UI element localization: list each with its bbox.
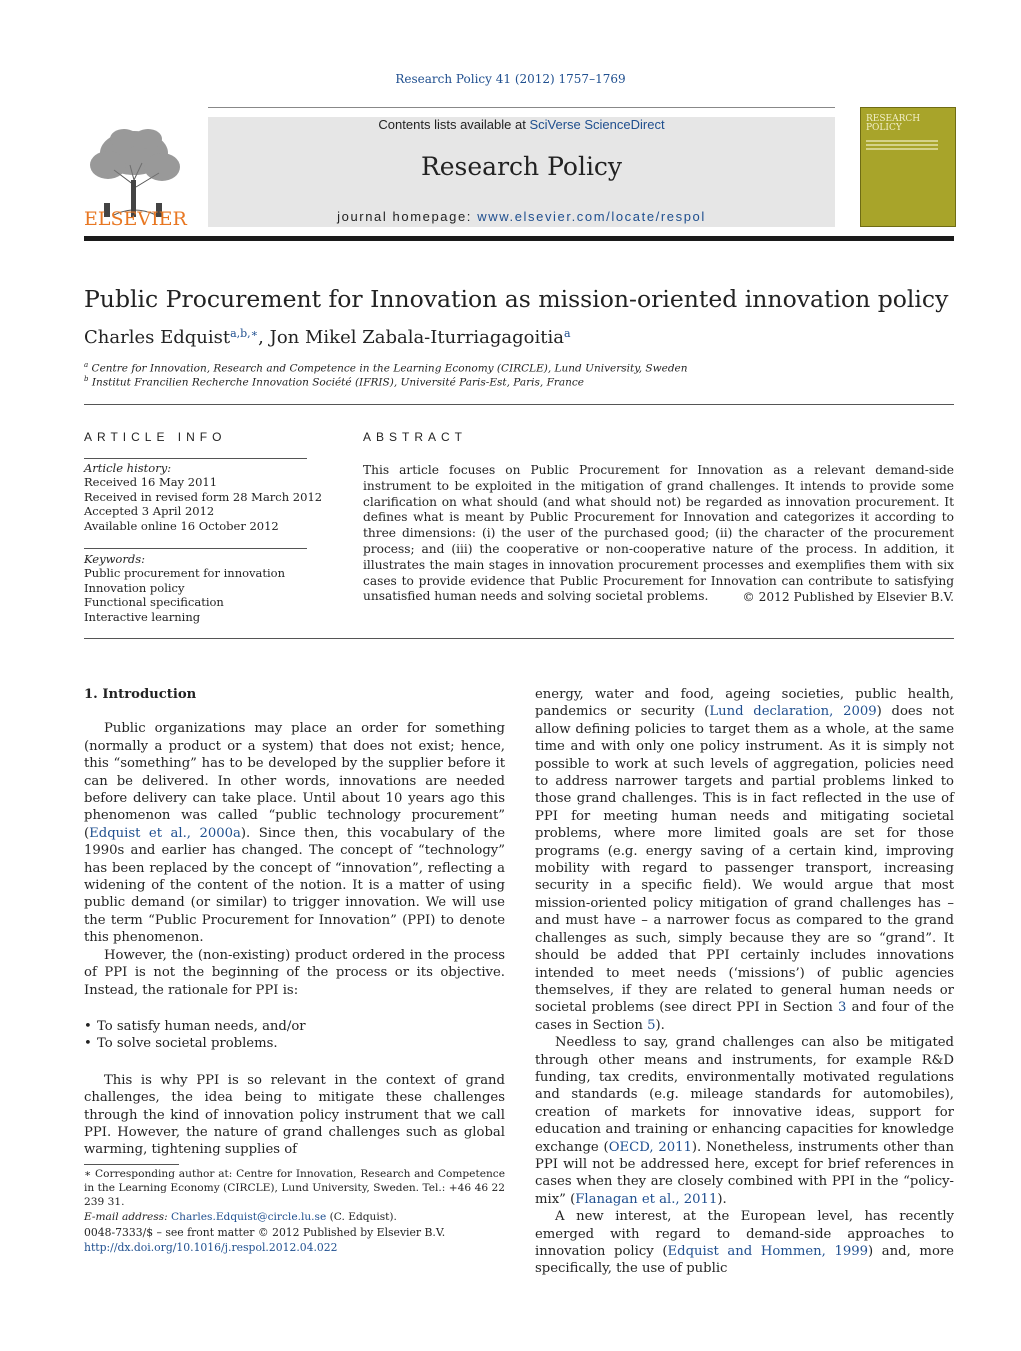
body-right-column	[535, 686, 954, 1278]
affiliation-b	[84, 375, 584, 389]
section-heading: 1. Introduction	[84, 687, 197, 702]
article-info-rule	[84, 458, 307, 459]
text: ).	[717, 1191, 727, 1207]
citation-link[interactable]: Flanagan et al., 2011	[575, 1191, 718, 1207]
keyword: Interactive learning	[84, 609, 201, 624]
author-separator: ,	[258, 327, 270, 348]
text: Needless to say, grand challenges can also be mitigated through other means and instruments, for example R&D funding, tax credits, environmentally motivated regulations and standards (e.g. mileage standards for automobiles), creation of markets for innovative ideas, support for education and training or enhancing capacities for knowledge exchange (	[535, 1035, 954, 1155]
body-left-column	[84, 686, 505, 1159]
history-online: Available online 16 October 2012	[84, 518, 279, 533]
doi-link[interactable]: http://dx.doi.org/10.1016/j.respol.2012.04.022	[84, 1240, 338, 1254]
paragraph: This is why PPI is so relevant in the context of grand challenges, the idea being to mitigate these challenges through the kind of innovation policy instrument that we call PPI. However, the nature of grand challenges such as global warming, tightening supplies of	[84, 1072, 505, 1158]
text: Public organizations may place an order for something (normally a product or a system) that does not exist; hence, this “something” has to be developed by the supplier before it can be delivered. In other words, innovations are needed before delivery can take place. Until about 10 years ago this phenomenon was called “public technology procurement” (	[84, 721, 505, 841]
citation-link[interactable]: Lund declaration, 2009	[709, 704, 877, 720]
journal-name: Research Policy	[420, 152, 623, 181]
history-accepted: Accepted 3 April 2012	[84, 504, 215, 519]
history-received: Received 16 May 2011	[84, 475, 218, 490]
email-suffix: (C. Edquist).	[326, 1210, 397, 1223]
keyword: Public procurement for innovation	[84, 566, 286, 581]
abstract-rule	[84, 638, 954, 639]
issn-line	[84, 1226, 445, 1256]
affiliation-mark: b	[84, 375, 89, 383]
affiliation-text: Centre for Innovation, Research and Competence in the Learning Economy (CIRCLE), Lund University, Sweden	[91, 362, 688, 375]
corresponding-author-footnote	[84, 1167, 505, 1224]
cover-title: RESEARCH POLICY	[866, 114, 921, 133]
title-block-rule	[84, 404, 954, 405]
affiliation-text: Institut Francilien Recherche Innovation Société (IFRIS), Université Paris-Est, Paris, France	[91, 376, 584, 389]
journal-reference[interactable]: Research Policy 41 (2012) 1757–1769	[395, 72, 626, 86]
author-marks[interactable]: a,b,∗	[230, 327, 259, 340]
text: ). Since then, this vocabulary of the 1990s and earlier has changed. The concept of “technology” has been replaced by the concept of “innovation”, reflecting a widening of the content of the notion. It is a matter of using public demand (or similar) to trigger innovation. We will use the term “Public Procurement for Innovation” (PPI) to denote this phenomenon.	[84, 825, 505, 946]
list-item: • To satisfy human needs, and/or	[84, 1018, 505, 1035]
abstract-copyright: © 2012 Published by Elsevier B.V.	[742, 590, 954, 604]
header-bottom-rule	[84, 236, 954, 241]
paragraph: However, the (non-existing) product ordered in the process of PPI is not the beginning of the process or its objective. Instead, the rationale for PPI is:	[84, 947, 505, 998]
paragraph	[84, 720, 505, 946]
affiliation-mark: a	[84, 361, 89, 369]
author-name: Jon Mikel Zabala-Iturriagagoitia	[269, 327, 564, 348]
header-top-rule	[208, 107, 835, 108]
paragraph	[535, 1208, 954, 1278]
journal-homepage	[208, 209, 835, 224]
homepage-prefix: journal homepage:	[337, 209, 478, 224]
text: ) does not allow defining policies to target them as a whole, at the same time and with only one policy instrument. As it is simply not possible to work at such levels of aggregation, policies need to address narrower targets and partial problems linked to those grand challenges. This is in fact reflected in the use of PPI for meeting human needs and mitigating societal problems, where more limited goals are set for those programs (e.g. energy saving of a certain kind, improving mobility with regard to passenger transport, increasing security in a specific field). We would argue that most mission-oriented policy mitigation of grand challenges has – and must have – a narrower focus as compared to the grand challenges as such, simply because they are so “grand”. It should be added that PPI certainly includes innovations intended to meet needs (‘missions’) of public agencies themselves, if they are related to general human needs or societal problems (see direct PPI in Section	[535, 704, 955, 1016]
contents-line	[208, 117, 835, 132]
sciencedirect-link[interactable]: SciVerse ScienceDirect	[529, 117, 665, 132]
history-revised: Received in revised form 28 March 2012	[84, 489, 323, 504]
issn-text: 0048-7333/$ – see front matter © 2012 Published by Elsevier B.V.	[84, 1226, 446, 1239]
paragraph	[535, 1034, 954, 1208]
list-item: • To solve societal problems.	[84, 1035, 505, 1052]
abstract-text: This article focuses on Public Procurement for Innovation as a relevant demand-side instrument to be exploited in the mitigation of grand challenges. It intends to provide some clarification on what should (and what should not) be regarded as innovation procurement. It defines what is meant by Public Procurement for Innovation and categorizes it according to three dimensions: (i) the user of the purchased good; (ii) the character of the procurement process; and (iii) the cooperative or non-cooperative nature of the process. In addition, it illustrates the main stages in innovation procurement processes and exemplifies them with six cases to provide evidence that Public Procurement for Innovation can contribute to satisfying unsatisfied human needs and solving societal problems.	[363, 463, 954, 604]
article-info-heading: ARTICLE INFO	[84, 430, 227, 444]
author-name: Charles Edquist	[84, 327, 231, 348]
citation-link[interactable]: OECD, 2011	[608, 1139, 692, 1155]
text: ).	[655, 1017, 665, 1033]
text: energy, water and food, ageing societies, public health, pandemics or security (	[535, 687, 954, 720]
email-label: E-mail address:	[84, 1210, 172, 1223]
text: A new interest, at the European level, has recently emerged with regard to demand-side approaches to innovation policy (	[535, 1209, 954, 1259]
cover-text-lines	[866, 140, 938, 152]
history-label: Article history:	[84, 461, 172, 475]
section-link[interactable]: 3	[838, 1000, 847, 1016]
keyword: Functional specification	[84, 595, 224, 610]
keywords-rule	[84, 548, 307, 549]
paragraph	[535, 686, 954, 1034]
email-link[interactable]: Charles.Edquist@circle.lu.se	[171, 1210, 327, 1223]
footnote-text: ∗ Corresponding author at: Centre for Innovation, Research and Competence in the Learning Economy (CIRCLE), Lund University, Sweden. Tel.: +46 46 22 239 31.	[84, 1168, 505, 1209]
author-marks[interactable]: a	[564, 327, 571, 340]
keywords-label: Keywords:	[84, 552, 145, 566]
article-history	[84, 461, 322, 533]
text: ) and, more specifically, the use of public	[535, 1244, 954, 1277]
rationale-list	[84, 1018, 505, 1053]
citation-link[interactable]: Edquist et al., 2000a	[89, 825, 241, 841]
text: ). Nonetheless, instruments other than PPI will not be addressed here, except for brief references in cases when they are closely combined with PPI in the “policy-mix” (	[535, 1139, 955, 1207]
citation-link[interactable]: Edquist and Hommen, 1999	[667, 1244, 869, 1259]
footnote-rule	[84, 1164, 179, 1165]
text: and four of the cases in Section	[535, 1000, 954, 1033]
elsevier-wordmark: ELSEVIER	[84, 208, 187, 230]
section-link[interactable]: 5	[647, 1017, 656, 1033]
contents-prefix: Contents lists available at	[378, 117, 530, 132]
homepage-link[interactable]: www.elsevier.com/locate/respol	[477, 209, 706, 224]
keyword: Innovation policy	[84, 580, 185, 595]
abstract-heading: ABSTRACT	[363, 430, 468, 444]
affiliation-a	[84, 361, 688, 375]
keywords	[84, 552, 285, 624]
article-title: Public Procurement for Innovation as mission-oriented innovation policy	[84, 285, 949, 313]
author-list	[84, 327, 571, 348]
